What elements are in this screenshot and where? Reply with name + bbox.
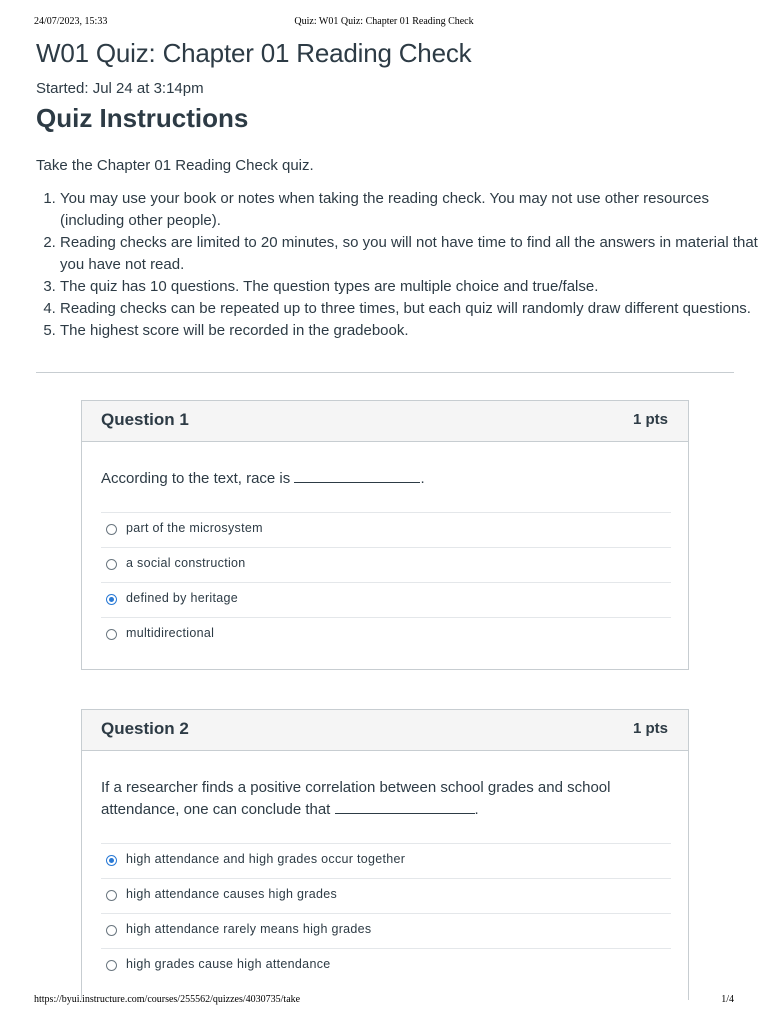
print-page-title: Quiz: W01 Quiz: Chapter 01 Reading Check [294, 16, 474, 27]
answer-label[interactable]: high attendance rarely means high grades [126, 922, 372, 936]
answer-label[interactable]: high grades cause high attendance [126, 957, 331, 971]
instructions-intro: Take the Chapter 01 Reading Check quiz. [36, 157, 314, 174]
answer-label[interactable]: multidirectional [126, 626, 215, 640]
radio-button[interactable] [106, 559, 117, 570]
question-header [82, 401, 688, 442]
question-text [101, 777, 661, 821]
radio-button[interactable] [106, 629, 117, 640]
question-text-start: If a researcher finds a positive correlation between school grades and school attendance, one can conclude that [101, 779, 611, 818]
question-points: 1 pts [632, 411, 668, 428]
answer-label[interactable]: a social construction [126, 556, 246, 570]
instructions-heading: Quiz Instructions [36, 103, 249, 133]
answer-option[interactable] [101, 512, 671, 547]
question-card-2 [81, 709, 689, 1000]
question-title: Question 2 [101, 719, 189, 738]
answer-list [101, 843, 671, 983]
answer-option[interactable] [101, 913, 671, 948]
instruction-item: 3. The quiz has 10 questions. The question types are multiple choice and true/false. [60, 276, 760, 298]
answer-option[interactable] [101, 582, 671, 617]
quiz-title: W01 Quiz: Chapter 01 Reading Check [36, 38, 472, 68]
instruction-item: 1. You may use your book or notes when taking the reading check. You may not use other resources (including other people). [60, 188, 760, 232]
answer-label[interactable]: high attendance and high grades occur together [126, 852, 406, 866]
print-date: 24/07/2023, 15:33 [34, 16, 108, 27]
quiz-started-time: Started: Jul 24 at 3:14pm [36, 80, 204, 97]
answer-label[interactable]: part of the microsystem [126, 521, 263, 535]
answer-label[interactable]: defined by heritage [126, 591, 239, 605]
question-text-end: . [420, 470, 425, 487]
print-footer [34, 994, 734, 1008]
question-points: 1 pts [632, 720, 668, 737]
instructions-list [36, 188, 760, 342]
question-text [101, 468, 661, 490]
radio-button-selected[interactable] [106, 594, 117, 605]
answer-option[interactable] [101, 948, 671, 983]
radio-button-selected[interactable] [106, 855, 117, 866]
print-url: https://byui.instructure.com/courses/255562/quizzes/4030735/take [34, 994, 301, 1005]
radio-button[interactable] [106, 524, 117, 535]
instruction-item: 2. Reading checks are limited to 20 minutes, so you will not have time to find all the answers in material that you have not read. [60, 232, 760, 276]
answer-option[interactable] [101, 878, 671, 913]
answer-list [101, 512, 671, 652]
print-page-number: 1/4 [721, 994, 734, 1005]
radio-button[interactable] [106, 890, 117, 901]
question-text-end: . [474, 801, 479, 818]
answer-option[interactable] [101, 617, 671, 652]
instructions-divider [36, 372, 734, 373]
question-header [82, 710, 688, 751]
print-header [34, 16, 734, 30]
answer-blank [335, 799, 475, 814]
instruction-item: 4. Reading checks can be repeated up to three times, but each quiz will randomly draw different questions. [60, 298, 760, 320]
instruction-item: 5. The highest score will be recorded in the gradebook. [60, 320, 760, 342]
answer-option[interactable] [101, 843, 671, 878]
answer-option[interactable] [101, 547, 671, 582]
answer-label[interactable]: high attendance causes high grades [126, 887, 338, 901]
radio-button[interactable] [106, 925, 117, 936]
question-title: Question 1 [101, 410, 189, 429]
question-card-1 [81, 400, 689, 670]
answer-blank [294, 468, 420, 483]
radio-button[interactable] [106, 960, 117, 971]
question-text-start: According to the text, race is [101, 470, 291, 487]
